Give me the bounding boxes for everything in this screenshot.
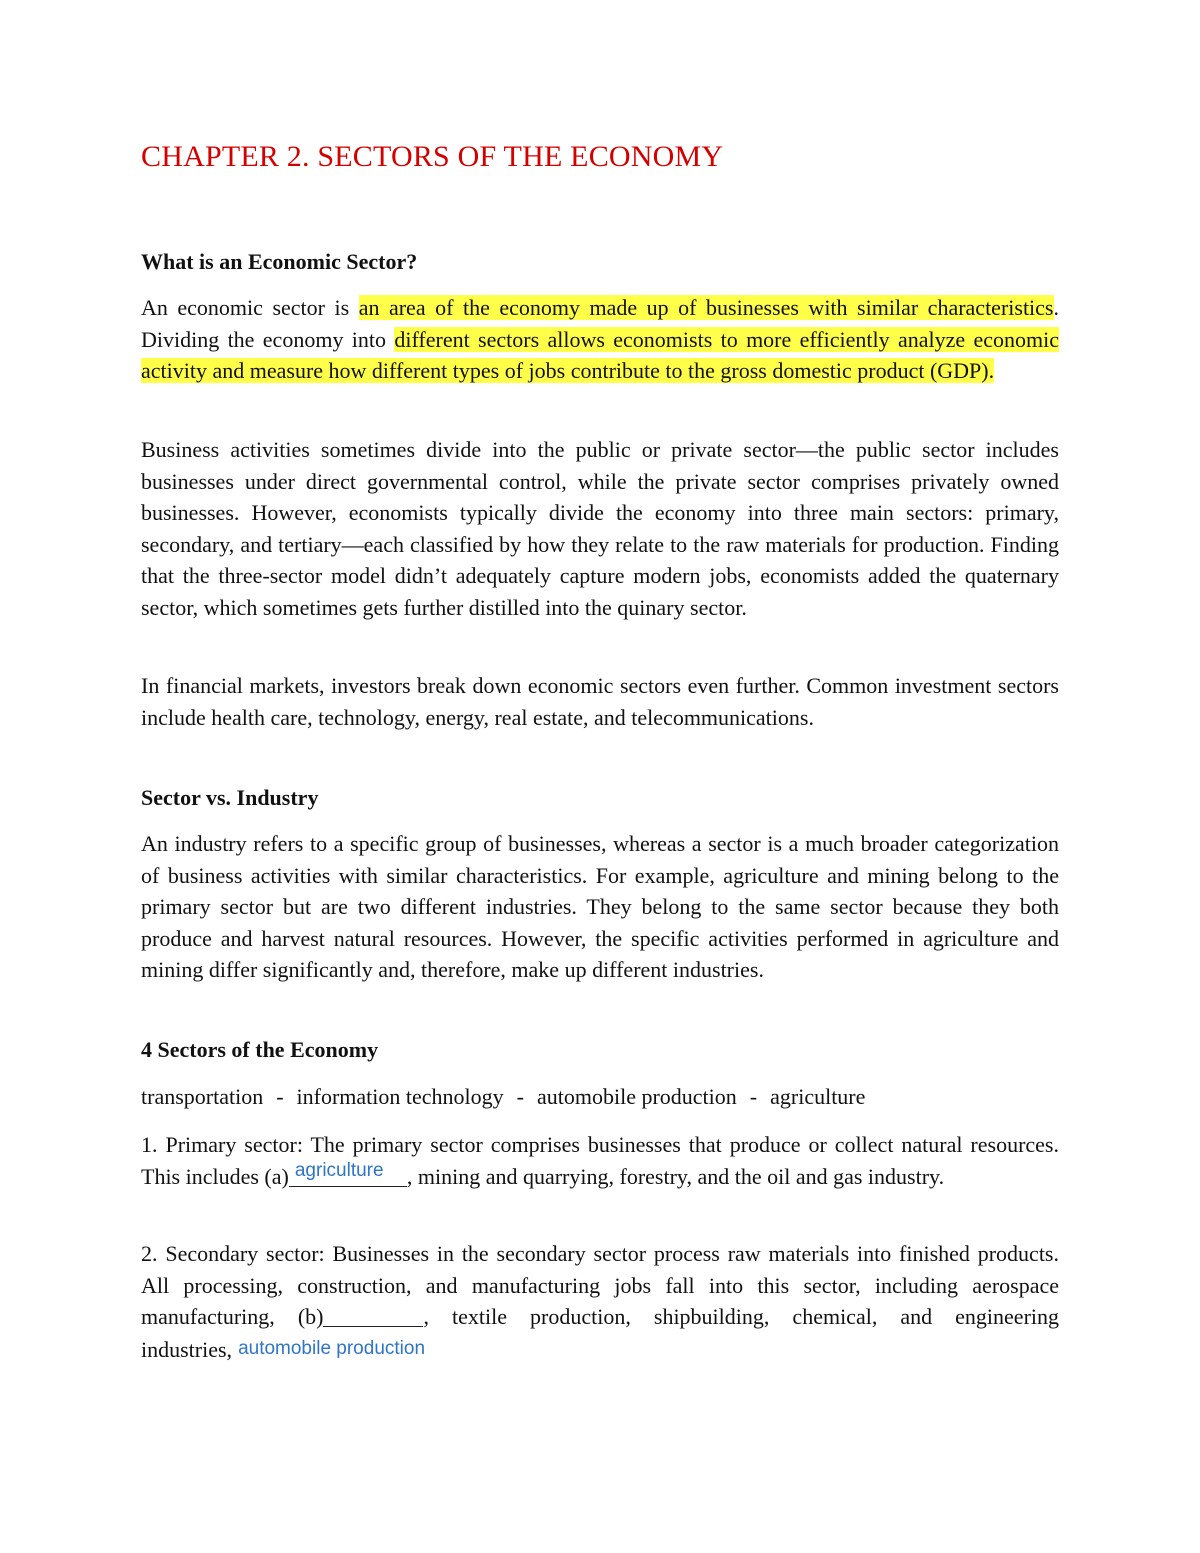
definition-text-2: . Dividing the economy into bbox=[141, 295, 1059, 352]
word-bank-item: information technology bbox=[296, 1084, 504, 1109]
chapter-title: CHAPTER 2. SECTORS OF THE ECONOMY bbox=[141, 140, 724, 173]
paragraph-financial-markets: In financial markets, investors break down economic sectors even further. Common investment sectors include health care, technology, energy, real estate, and telecommunications. bbox=[141, 673, 1059, 730]
paragraph-secondary-sector bbox=[141, 1238, 1059, 1365]
primary-sector-text-end: , mining and quarrying, forestry, and the oil and gas industry. bbox=[406, 1163, 945, 1189]
word-bank-separator: - bbox=[749, 1084, 758, 1109]
answer-b-handwritten: automobile production bbox=[238, 1337, 426, 1359]
paragraph-public-private: Business activities sometimes divide into the public or private sector—the public sector includes businesses under direct governmental control, while the private sector comprises privately owned businesses. However, economists typically divide the economy into three main sectors: primary, secondary, and tertiary—each classified by how they relate to the raw materials for production. Finding that the three-sector model didn’t adequately capture modern jobs, economists added the quaternary sector, which sometimes gets further distilled into the quinary sector. bbox=[141, 437, 1059, 620]
answer-blank-a[interactable] bbox=[289, 1162, 407, 1187]
highlight-sectors-purpose: different sectors allows economists to more efficiently analyze economic activity and measure how different types of jobs contribute to the gross domestic product (GDP). bbox=[141, 326, 1059, 383]
answer-blank-b[interactable] bbox=[323, 1302, 423, 1327]
paragraph-primary-sector bbox=[141, 1129, 1059, 1192]
heading-four-sectors: 4 Sectors of the Economy bbox=[141, 1037, 379, 1062]
definition-text-1: An economic sector is bbox=[141, 295, 359, 320]
heading-sector-vs-industry: Sector vs. Industry bbox=[141, 785, 319, 810]
word-bank-separator: - bbox=[516, 1084, 524, 1109]
word-bank-separator: - bbox=[276, 1084, 284, 1109]
word-bank-item: transportation bbox=[141, 1084, 264, 1109]
paragraph-industry-definition: An industry refers to a specific group of businesses, whereas a sector is a much broader categorization of business activities with similar characteristics. For example, agriculture and mining belong to the primary sector but are two different industries. They belong to the same sector because they both produce and harvest natural resources. However, the specific activities performed in agriculture and mining differ significantly and, therefore, make up different industries. bbox=[141, 831, 1059, 982]
paragraph-definition bbox=[141, 292, 1059, 387]
secondary-sector-text-end: , textile production, shipbuilding, chemical, and engineering industries, bbox=[141, 1304, 1060, 1362]
primary-sector-text: 1. Primary sector: The primary sector comprises businesses that produce or collect natural resources. This includes (a) bbox=[141, 1132, 1059, 1189]
secondary-sector-text: 2. Secondary sector: Businesses in the secondary sector process raw materials into finished products. All processing, construction, and manufacturing jobs fall into this sector, including aerospace manufacturing, (b) bbox=[141, 1241, 1059, 1329]
heading-what-is-economic-sector: What is an Economic Sector? bbox=[141, 249, 418, 274]
word-bank bbox=[141, 1081, 1059, 1112]
answer-a-handwritten: agriculture bbox=[294, 1160, 384, 1181]
word-bank-item: agriculture bbox=[770, 1084, 866, 1109]
word-bank-item: automobile production bbox=[536, 1084, 737, 1109]
highlight-definition: an area of the economy made up of businesses with similar characteristics bbox=[358, 295, 1054, 320]
